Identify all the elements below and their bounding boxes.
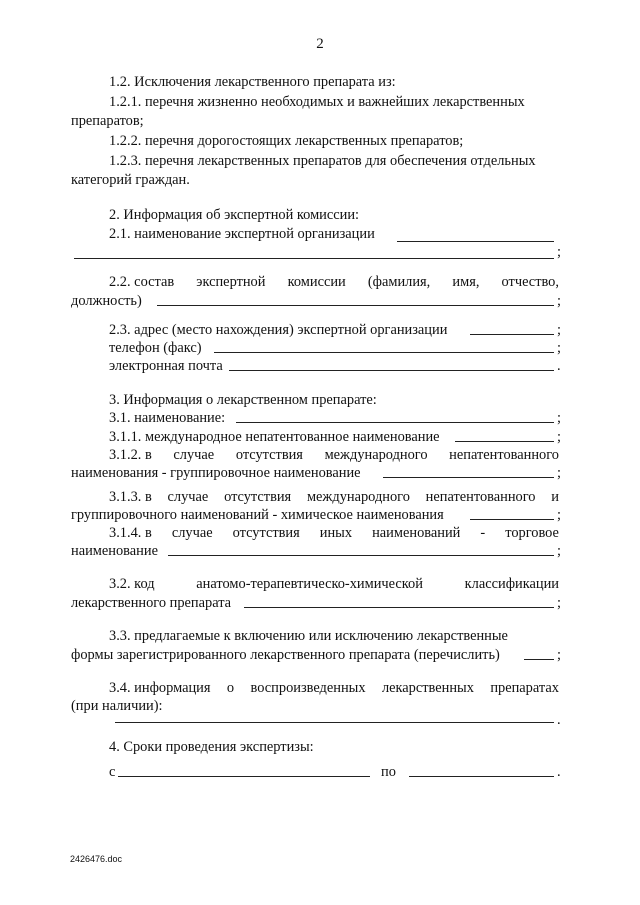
- section-2-1-label: 2.1. наименование экспертной организации: [109, 226, 375, 242]
- semicolon: ;: [557, 507, 561, 523]
- word: воспроизведенных: [250, 680, 366, 696]
- word: комиссии: [287, 274, 346, 290]
- page-number: 2: [316, 36, 324, 52]
- email-label: электронная почта: [109, 358, 223, 374]
- section-3-1-3-line1: [109, 489, 559, 506]
- word: классификации: [464, 576, 559, 592]
- section-3-1-4-line1: [109, 525, 559, 542]
- word: лекарственных: [381, 680, 474, 696]
- semicolon: ;: [557, 595, 561, 611]
- expert-org-name-field-cont[interactable]: [74, 258, 554, 259]
- word: анатомо-терапевтическо-химической: [196, 576, 423, 592]
- word: отсутствия: [224, 489, 292, 505]
- section-3-1-1-label: 3.1.1. международное непатентованное наименование: [109, 429, 440, 445]
- section-1-2-2: 1.2.2. перечня дорогостоящих лекарственных препаратов;: [109, 133, 464, 149]
- semicolon: ;: [557, 244, 561, 260]
- word: международного: [306, 489, 410, 505]
- word: 3.1.2. в: [109, 447, 152, 463]
- start-date-field[interactable]: [118, 776, 370, 777]
- word: случае: [171, 525, 213, 541]
- phone-field[interactable]: [214, 352, 554, 353]
- section-3-4-line1: [109, 680, 559, 697]
- section-3-1-2-line1: [109, 447, 559, 464]
- footer-filename: 2426476.doc: [70, 854, 123, 864]
- word: и: [551, 489, 559, 505]
- from-label: с: [109, 764, 116, 780]
- word: иных: [319, 525, 353, 541]
- section-3-1-3-line2: группировочного наименований - химическое наименования: [71, 507, 444, 523]
- section-3-1-2-line2: наименования - группировочное наименование: [71, 465, 361, 481]
- word: о: [226, 680, 235, 696]
- word: непатентованного: [449, 447, 559, 463]
- semicolon: ;: [557, 647, 561, 663]
- word: 3.1.3. в: [109, 489, 152, 505]
- word: 2.2. состав: [109, 274, 175, 290]
- section-3-4-line2: (при наличии):: [71, 698, 163, 714]
- expert-org-name-field[interactable]: [397, 241, 554, 242]
- generics-info-field[interactable]: [115, 722, 554, 723]
- atc-code-field[interactable]: [244, 607, 554, 608]
- section-3-2-line2: лекарственного препарата: [71, 595, 232, 611]
- period: .: [557, 358, 561, 374]
- word: отсутствия: [235, 447, 303, 463]
- section-3-2-line1: [109, 576, 559, 593]
- word: препаратах: [490, 680, 559, 696]
- section-2-2-line1: [109, 274, 559, 291]
- word: 3.4. информация: [109, 680, 211, 696]
- word: имя,: [452, 274, 480, 290]
- word: непатентованного: [425, 489, 536, 505]
- section-3-1-label: 3.1. наименование:: [109, 410, 226, 426]
- word: наименований: [372, 525, 461, 541]
- word: 3.2. код: [109, 576, 155, 592]
- commission-composition-field[interactable]: [157, 305, 554, 306]
- word: отчество,: [501, 274, 559, 290]
- section-1-2: 1.2. Исключения лекарственного препарата из:: [109, 74, 396, 90]
- section-2-2-line2: должность): [71, 293, 142, 309]
- section-3-3-line2: формы зарегистрированного лекарственного препарата (перечислить): [71, 647, 500, 663]
- inn-field[interactable]: [455, 441, 554, 442]
- word: случае: [167, 489, 209, 505]
- section-1-2-1-line2: препаратов;: [71, 113, 144, 129]
- end-date-field[interactable]: [409, 776, 554, 777]
- section-4-heading: 4. Сроки проведения экспертизы:: [109, 739, 314, 755]
- word: экспертной: [196, 274, 266, 290]
- section-3-1-4-line2: наименование: [71, 543, 158, 559]
- word: торговое: [505, 525, 559, 541]
- trade-name-field[interactable]: [168, 555, 554, 556]
- semicolon: ;: [557, 429, 561, 445]
- section-1-2-1-line1: 1.2.1. перечня жизненно необходимых и важнейших лекарственных: [109, 94, 525, 110]
- to-label: по: [381, 764, 396, 780]
- email-field[interactable]: [229, 370, 554, 371]
- period: .: [557, 712, 561, 728]
- group-name-field[interactable]: [383, 477, 554, 478]
- chemical-name-field[interactable]: [470, 519, 554, 520]
- semicolon: ;: [557, 465, 561, 481]
- section-1-2-3-line2: категорий граждан.: [71, 172, 190, 188]
- semicolon: ;: [557, 322, 561, 338]
- section-2-heading: 2. Информация об экспертной комиссии:: [109, 207, 360, 223]
- semicolon: ;: [557, 293, 561, 309]
- semicolon: ;: [557, 543, 561, 559]
- word: случае: [173, 447, 215, 463]
- section-2-3-label: 2.3. адрес (место нахождения) экспертной организации: [109, 322, 448, 338]
- word: -: [480, 525, 486, 541]
- section-3-3-line1: 3.3. предлагаемые к включению или исключению лекарственные: [109, 628, 508, 644]
- word: 3.1.4. в: [109, 525, 152, 541]
- section-3-heading: 3. Информация о лекарственном препарате:: [109, 392, 377, 408]
- word: международного: [324, 447, 428, 463]
- word: (фамилия,: [367, 274, 431, 290]
- semicolon: ;: [557, 410, 561, 426]
- drug-name-field[interactable]: [236, 422, 554, 423]
- address-field[interactable]: [470, 334, 554, 335]
- word: отсутствия: [232, 525, 300, 541]
- section-1-2-3-line1: 1.2.3. перечня лекарственных препаратов для обеспечения отдельных: [109, 153, 536, 169]
- period: .: [557, 764, 561, 780]
- phone-label: телефон (факс): [109, 340, 202, 356]
- semicolon: ;: [557, 340, 561, 356]
- dosage-forms-field[interactable]: [524, 659, 554, 660]
